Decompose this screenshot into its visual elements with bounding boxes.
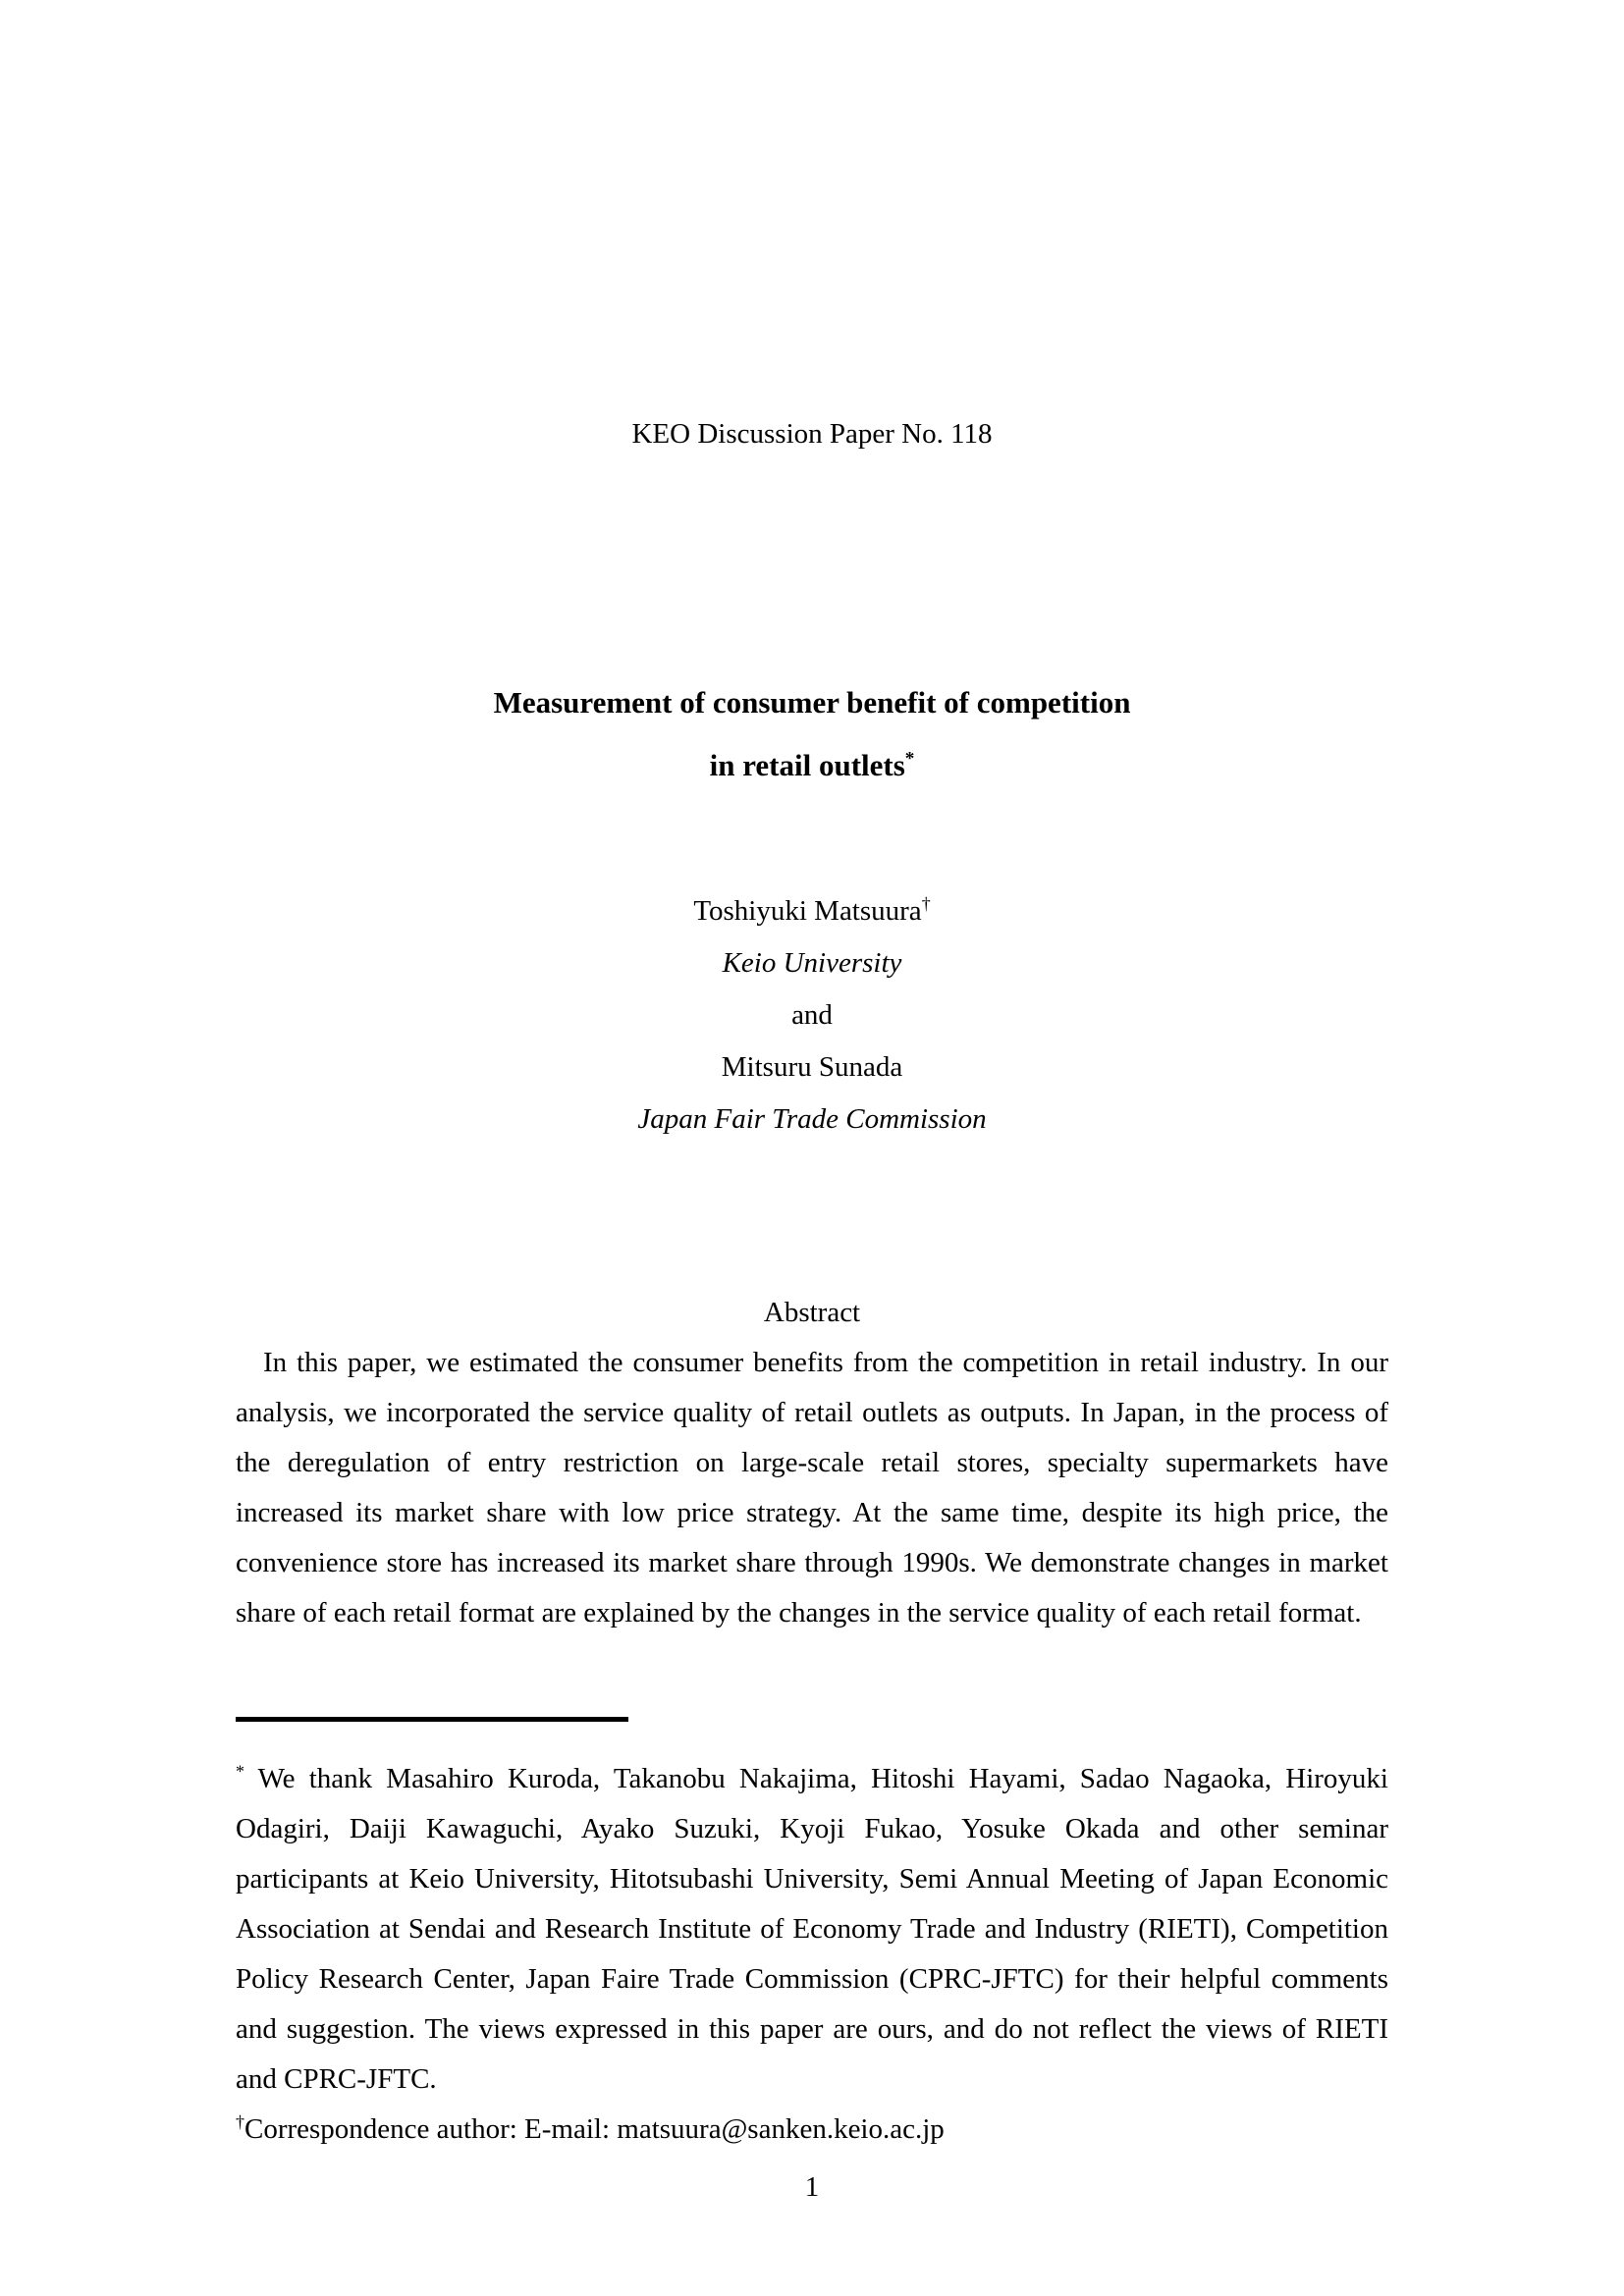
abstract-text: In this paper, we estimated the consumer benefits from the competition in retail industry. In our analysis, we incorporated the service quality of retail outlets as outputs. In Japan, in the process of the deregulation of entry restriction on large-scale retail stores, specialty supermarkets have increased its market share with low price strategy. At the same time, despite its high price, the convenience store has increased its market share through 1990s. We demonstrate changes in market share of each retail format are explained by the changes in the service quality of each retail format. — [236, 1347, 1388, 1629]
author-block — [236, 885, 1388, 1146]
author-1-affiliation: Keio University — [722, 947, 902, 979]
paper-title-line1: Measurement of consumer benefit of competition — [493, 685, 1131, 720]
footnote-star-text: We thank Masahiro Kuroda, Takanobu Nakajima, Hitoshi Hayami, Sadao Nagaoka, Hiroyuki Odagiri, Daiji Kawaguchi, Ayako Suzuki, Kyoji Fukao, Yosuke Okada and other seminar participants at Keio University, Hitotsubashi University, Semi Annual Meeting of Japan Economic Association at Sendai and Research Institute of Economy Trade and Industry (RIETI), Competition Policy Research Center, Japan Faire Trade Commission (CPRC-JFTC) for their helpful comments and suggestion. The views expressed in this paper are ours, and do not reflect the views of RIETI and CPRC-JFTC. — [236, 1763, 1388, 2095]
footnote-star — [236, 1754, 1388, 2105]
footnote-separator-rule — [236, 1717, 628, 1722]
page-number: 1 — [804, 2171, 820, 2203]
paper-title — [236, 671, 1388, 797]
author-1: Toshiyuki Matsuura† — [693, 893, 931, 927]
paper-series-line: KEO Discussion Paper No. 118 — [631, 418, 993, 450]
abstract-heading: Abstract — [763, 1297, 861, 1328]
footnote-dagger — [236, 2105, 1388, 2155]
paper-title-line2: in retail outlets* — [709, 748, 915, 782]
author-2: Mitsuru Sunada — [721, 1051, 903, 1083]
title-footnote-marker: * — [904, 748, 915, 770]
author-1-footnote-marker: † — [921, 893, 931, 914]
author-conjunction: and — [791, 999, 833, 1031]
author-2-affiliation: Japan Fair Trade Commission — [637, 1103, 987, 1135]
footnote-dagger-marker: † — [236, 2111, 244, 2132]
footnote-star-marker: * — [236, 1761, 244, 1782]
footnote-dagger-text: Correspondence author: E-mail: matsuura@sanken.keio.ac.jp — [244, 2113, 945, 2145]
